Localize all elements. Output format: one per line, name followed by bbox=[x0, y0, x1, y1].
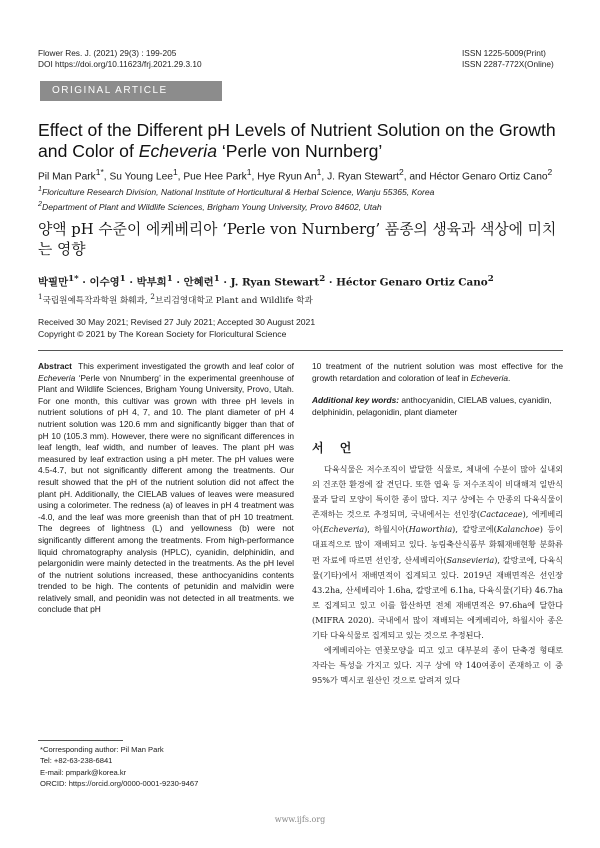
abstract-text: 10 treatment of the nutrient solution was most effective for the growth retardation and coloration of leaf in bbox=[312, 361, 563, 383]
orcid[interactable]: ORCID: https://orcid.org/0000-0001-9230-9467 bbox=[40, 779, 199, 789]
author: Pil Man Park bbox=[38, 171, 96, 183]
korean-author: Héctor Genaro Ortiz Cano bbox=[336, 276, 488, 289]
author-sup: 1 bbox=[246, 167, 252, 177]
journal-line: Flower Res. J. (2021) 29(3) : 199-205 bbox=[38, 48, 177, 58]
keywords-text: anthocyanidin, CIELAB values, cyanidin, delphinidin, pelagonidin, plant diameter bbox=[312, 395, 552, 417]
intro-genus: Haworthia bbox=[408, 524, 453, 535]
author: Su Young Lee bbox=[109, 171, 173, 183]
intro-text: ), 에케베리아( bbox=[312, 509, 564, 535]
footnote-divider bbox=[38, 740, 123, 741]
issn-print: ISSN 1225-5009(Print) bbox=[462, 48, 546, 58]
korean-author: 안혜련 bbox=[183, 276, 214, 289]
author-list: Pil Man Park$^{1*}$, Su Young Lee$^1$, Pue Hee Park$^1$, Hye Ryun An$^1$, J. Ryan Stewart$^2$, and Héctor Genaro Ortiz Cano$^2$ bbox=[38, 167, 553, 183]
author-sup: 2 bbox=[398, 167, 404, 177]
author: Héctor Genaro Ortiz Cano bbox=[429, 171, 548, 183]
article-dates bbox=[38, 316, 563, 340]
affil-text: 국립원예특작과학원 화훼과, bbox=[42, 295, 151, 306]
author: Hye Ryun An bbox=[257, 171, 317, 183]
affil-text: Department of Plant and Wildlife Sciences, Brigham Young University, Provo 84602, Utah bbox=[41, 201, 382, 212]
title-cultivar: ‘Perle von Nurnberg’ bbox=[217, 141, 383, 161]
corresponding-author-footnote bbox=[40, 744, 296, 790]
affil-sup: 1 bbox=[38, 292, 43, 301]
abstract-label: Abstract bbox=[38, 361, 72, 371]
author-sup: 2 bbox=[487, 274, 494, 284]
intro-paragraph-2: 에케베리아는 연꽃모양을 띠고 있고 대부분의 종이 단축경 형태로 자라는 특성을 가지고 있다. 지구 상에 약 140여종이 존재하고 이 중 95%가 멕시코 원산인 것으로 알려져 있다 bbox=[312, 645, 563, 686]
author-sup: 1 bbox=[213, 274, 220, 284]
article-type-banner: ORIGINAL ARTICLE bbox=[40, 81, 222, 101]
email[interactable]: E-mail: pmpark@korea.kr bbox=[40, 767, 127, 777]
intro-paragraph-1 bbox=[312, 462, 563, 643]
author-sup: 1* bbox=[68, 274, 79, 284]
intro-genus: Echeveria bbox=[322, 524, 365, 535]
abstract bbox=[38, 361, 294, 616]
intro-text: ) 등이 대표적으로 많이 재배되고 있다. 농림축산식품부 화훼재배현황 분화류편 자료에 따르면 선인장, 산세베리아( bbox=[312, 524, 563, 565]
introduction-body bbox=[312, 462, 563, 688]
intro-text: 다육식물은 저수조직이 발달한 식물로, 체내에 수분이 많아 실내외의 건조한 환경에 잘 견딘다. 또한 엽육 등 저수조직이 비대해져 일반식물과 달리 모양이 특이한 종이 많다. 지구 상에는 수 만종의 다육식물이 존재하는 것으로 추정되며, 국내에서는 선인장( bbox=[312, 464, 563, 520]
author-sup: 1 bbox=[172, 167, 178, 177]
author: J. Ryan Stewart bbox=[327, 171, 399, 183]
corresponding-author: *Corresponding author: Pil Man Park bbox=[40, 745, 164, 754]
intro-text: ), 칼랑코에( bbox=[452, 524, 497, 535]
affiliation-2 bbox=[38, 198, 568, 213]
author-sup: 1 bbox=[119, 274, 126, 284]
issn-online: ISSN 2287-772X(Online) bbox=[462, 58, 554, 69]
title-text: Effect of the Different pH Levels of Nutrient Solution on the Growth and Color of bbox=[38, 120, 556, 161]
korean-author: 박필만 bbox=[38, 276, 69, 289]
title-genus: Echeveria bbox=[138, 141, 217, 161]
intro-genus: Kalanchoe bbox=[496, 524, 540, 535]
korean-title: 양액 pH 수준이 에케베리아 ‘Perle von Nurnberg’ 품종의 생육과 색상에 미치는 영향 bbox=[38, 221, 557, 258]
journal-citation bbox=[38, 48, 202, 69]
abstract-continued bbox=[312, 361, 563, 384]
author-sup: 2 bbox=[547, 167, 553, 177]
received-dates: Received 30 May 2021; Revised 27 July 2021; Accepted 30 August 2021 bbox=[38, 317, 316, 327]
korean-author: 이수영 bbox=[89, 276, 120, 289]
intro-genus: Sansevieria bbox=[446, 554, 495, 565]
section-divider bbox=[38, 350, 563, 351]
author-sup: 1 bbox=[316, 167, 322, 177]
issn-block bbox=[462, 48, 554, 69]
affiliation-1 bbox=[38, 183, 568, 198]
affiliations bbox=[38, 183, 568, 213]
intro-genus: Cactaceae bbox=[480, 509, 523, 520]
abstract-genus: Echeveria bbox=[38, 372, 76, 383]
intro-text: ), 칼랑코에, 다육식물(기타)에서 재배면적이 집계되고 있다. 2019년 재배면적은 선인장 43.2ha, 산세베리아 1.6ha, 칼랑코에 6.1ha, 다육식물(기타) 46.7ha로 집계되고 있고 이를 합산하면 전체 재배면적은 97.6ha에 달한다(MIFRA 2020). 국내에서 많이 재배되는 에케베리아, 하월시아 종은 기타 다육식물로 집계되고 있는 것으로 추정된다. bbox=[312, 554, 563, 641]
abstract-text: This experiment investigated the growth and leaf color of bbox=[78, 361, 294, 371]
abstract-genus: Echeveria bbox=[470, 372, 509, 383]
author-sup: 1* bbox=[95, 167, 104, 177]
korean-author-list: 박필만$^{1*}$ · 이수영$^1$ · 박부희$^1$ · 안혜련$^1$ · J. Ryan Stewart$^2$ · Héctor Genaro Ortiz Cano$^2$ bbox=[38, 274, 494, 289]
affil-sup: 2 bbox=[38, 199, 42, 208]
affil-sup: 2 bbox=[150, 292, 155, 301]
korean-author: J. Ryan Stewart bbox=[230, 276, 320, 289]
keywords bbox=[312, 395, 563, 418]
abstract-text: ‘Perle von Nnumberg’ in the experimental greenhouse of Plant and Wildlife Sciences, Brigham Young University, Provo, Utah. For one month, this cultivar was grown with three pH levels in nutrient solutions of pH 4, 7, and 10. The plant diameter of pH 4 nutrient solution was 120.6 mm and significantly bigger than that of pH 10 (105.3 mm). However, there were no significant differences in leaf length, leaf width, and number of leaves. The plant pH was measured by leaf extraction using a pH meter. The pH values were 4.5-4.7, but not significantly different among the treatments. Our result showed that the pH of the nutrient solution did not affect the plant pH. Additionally, the CIELAB values of leaves were measured using a colorimeter. The redness (a) of leaves in pH 4 treatment was -4.0, and the leaf was more greenish than that of pH 10 treatment. The degrees of lightness (L) and yellowness (b) were not significantly different among the treatments. From high-performance liquid chromatography analysis (HPLC), cyanidin, delphinidin, and pelargonidin were mainly detected in the treatments. As the pH level of the nutrient solutions increased, these anthocyanidins contents trended to be high. The contents of petunidin and malvidin were relatively small, and peonidin was not detected in all treatments. we conclude that pH bbox=[38, 372, 294, 615]
korean-affiliations bbox=[38, 291, 563, 307]
korean-author: 박부희 bbox=[136, 276, 167, 289]
article-title bbox=[38, 120, 563, 162]
author-sup: 1 bbox=[166, 274, 173, 284]
journal-website[interactable]: www.ijfs.org bbox=[274, 815, 326, 824]
affil-text: Floriculture Research Division, National Institute of Horticultural & Herbal Science, Wanju 55365, Korea bbox=[41, 186, 435, 197]
affil-text: 브리검영대학교 Plant and Wildlife 학과 bbox=[154, 295, 313, 306]
section-heading-introduction: 서 언 bbox=[312, 441, 358, 455]
abstract-text: . bbox=[508, 372, 511, 383]
author-sup: 2 bbox=[319, 274, 326, 284]
author: Pue Hee Park bbox=[183, 171, 247, 183]
intro-text: ), 하월시아( bbox=[364, 524, 409, 535]
keywords-label: Additional key words: bbox=[312, 395, 400, 405]
telephone: Tel: +82-63-238-6841 bbox=[40, 756, 113, 766]
doi-line[interactable]: DOI https://doi.org/10.11623/frj.2021.29.3.10 bbox=[38, 58, 202, 69]
copyright: Copyright © 2021 by The Korean Society for Floricultural Science bbox=[38, 329, 287, 339]
affil-sup: 1 bbox=[38, 185, 42, 193]
